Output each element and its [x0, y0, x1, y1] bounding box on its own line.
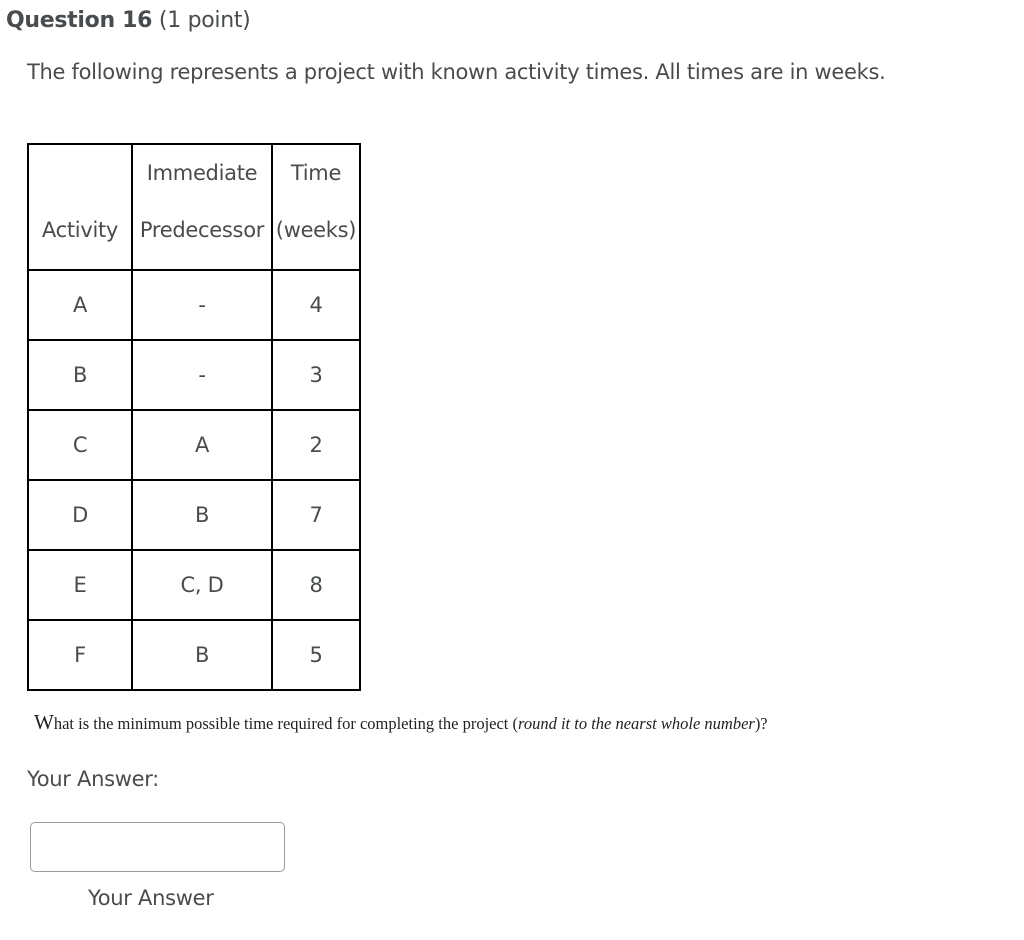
cell-activity: B: [28, 340, 132, 410]
cell-activity: A: [28, 270, 132, 340]
cell-activity: F: [28, 620, 132, 690]
question-prompt: What is the minimum possible time required for completing the project (round it to the nearst whole number)?: [34, 710, 768, 734]
cell-predecessor: A: [132, 410, 272, 480]
question-points: (1 point): [158, 8, 251, 33]
cell-activity: D: [28, 480, 132, 550]
cell-time: 8: [272, 550, 360, 620]
cell-time: 5: [272, 620, 360, 690]
cell-predecessor: -: [132, 340, 272, 410]
cell-time: 3: [272, 340, 360, 410]
cell-time: 2: [272, 410, 360, 480]
table-row: [28, 550, 360, 620]
cell-time: 7: [272, 480, 360, 550]
table-row: [28, 270, 360, 340]
table-row: [28, 480, 360, 550]
table-row: [28, 340, 360, 410]
cell-activity: E: [28, 550, 132, 620]
cell-predecessor: B: [132, 480, 272, 550]
header-activity: Activity: [28, 144, 132, 270]
cell-predecessor: -: [132, 270, 272, 340]
header-time: Time (weeks): [272, 144, 360, 270]
table-row: [28, 620, 360, 690]
cell-predecessor: B: [132, 620, 272, 690]
question-title: [6, 8, 250, 33]
answer-label: Your Answer:: [27, 767, 159, 791]
question-intro: The following represents a project with known activity times. All times are in weeks.: [27, 60, 886, 84]
answer-input[interactable]: [30, 822, 285, 872]
table-row: [28, 410, 360, 480]
header-predecessor: Immediate Predecessor: [132, 144, 272, 270]
cell-predecessor: C, D: [132, 550, 272, 620]
question-number: Question 16: [6, 8, 153, 33]
cell-time: 4: [272, 270, 360, 340]
cell-activity: C: [28, 410, 132, 480]
answer-caption: Your Answer: [88, 886, 214, 910]
activity-table: [27, 143, 361, 691]
table-header-row: [28, 144, 360, 270]
